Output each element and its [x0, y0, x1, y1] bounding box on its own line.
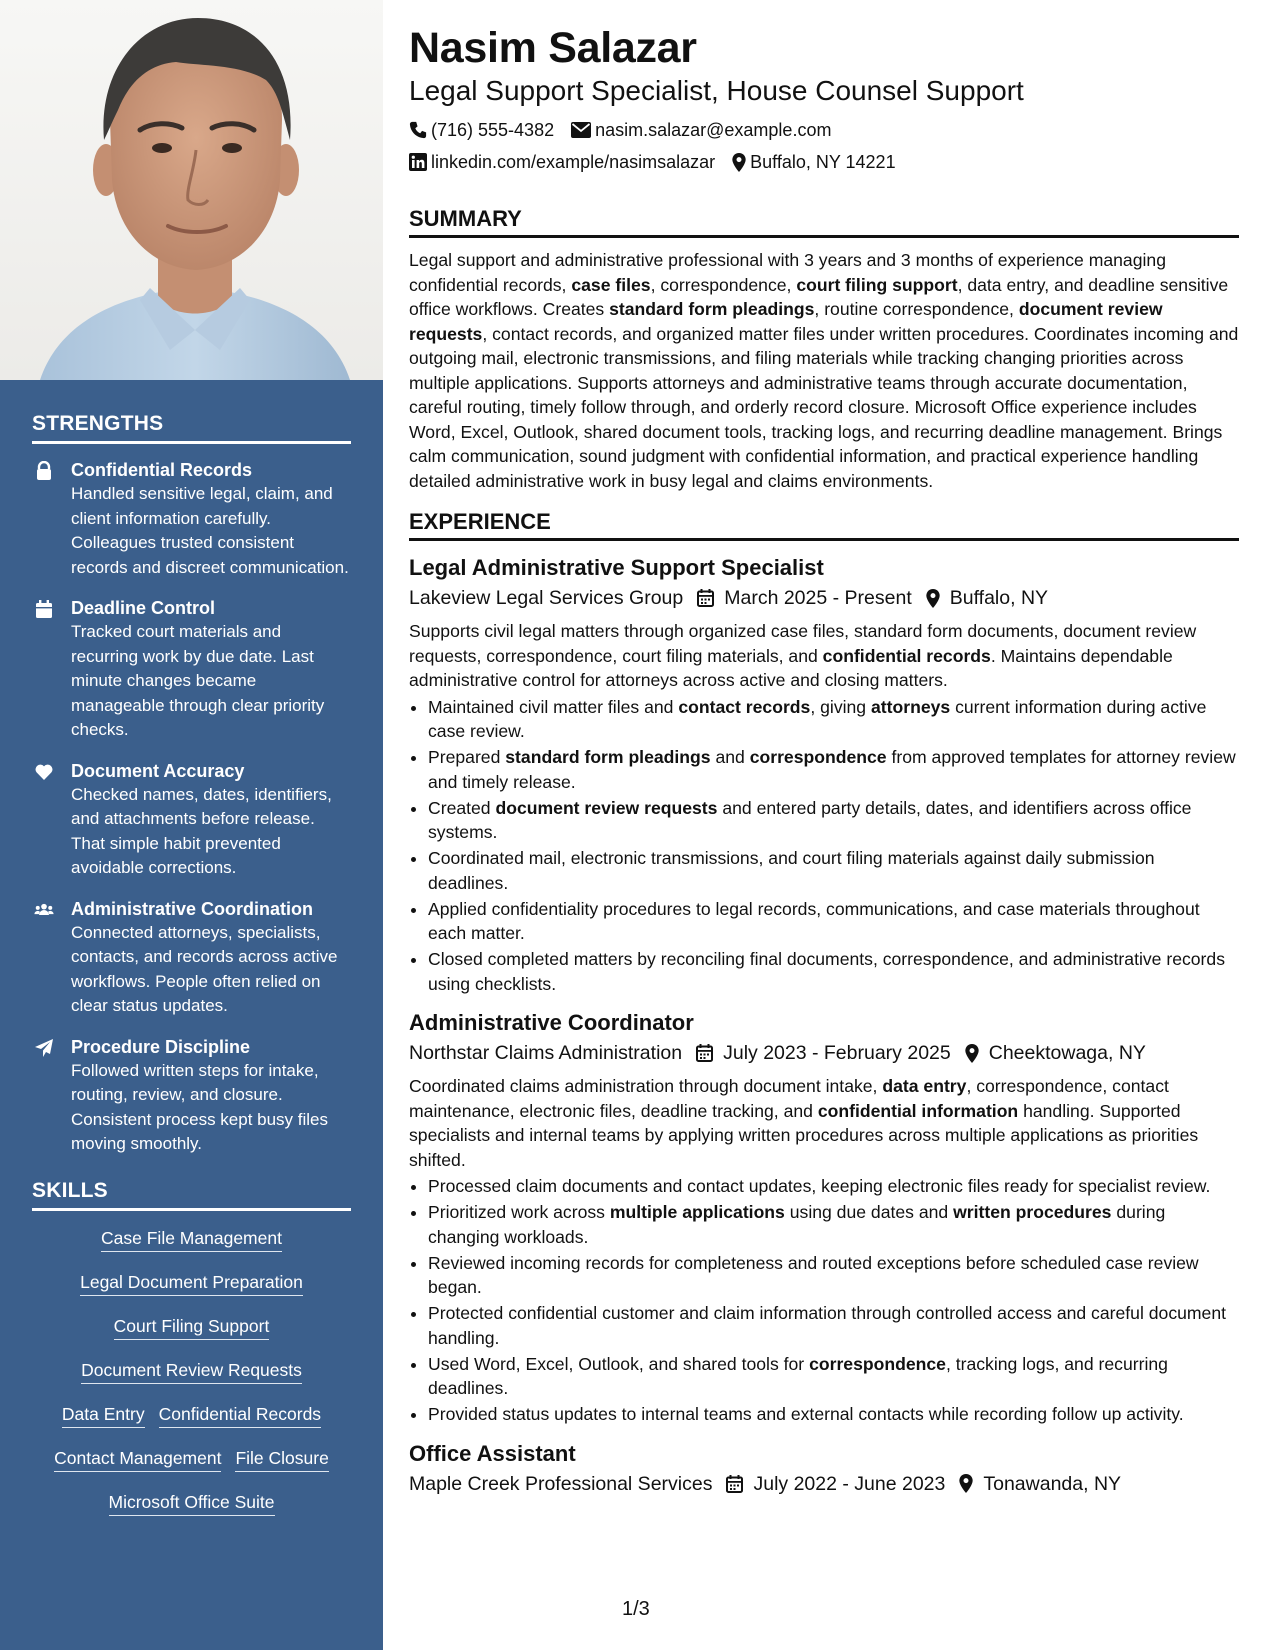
strength-text: Checked names, dates, identifiers, and attachments before release. That simple habit prevented avoidable corrections.	[71, 784, 332, 877]
linkedin-icon	[409, 153, 427, 171]
calendar-icon	[34, 599, 54, 619]
strength-text: Followed written steps for intake, routing, review, and closure. Consistent process kept busy files moving smoothly.	[71, 1060, 329, 1153]
job-dates	[696, 1038, 951, 1068]
company-name: Lakeview Legal Services Group	[409, 587, 684, 609]
paper-plane-icon	[34, 1038, 54, 1058]
job-dates	[697, 583, 912, 613]
skill-tag: Document Review Requests	[81, 1359, 302, 1384]
job-description: Supports civil legal matters through organized case files, standard form documents, document review requests, correspondence, court filing materials, and confidential records. Maintains dependable administrative control for attorneys across active and closing matters.	[409, 621, 1197, 690]
strength-title: Administrative Coordination	[71, 898, 314, 919]
contact-row	[409, 114, 1239, 146]
location-pin-icon	[959, 1474, 973, 1493]
job-bullet: • Applied confidentiality procedures to legal records, communications, and case materials throughout each matter.	[428, 897, 1239, 946]
summary-heading: SUMMARY	[409, 206, 1239, 238]
phone-contact[interactable]	[409, 114, 554, 146]
job-dates-text: July 2022 - June 2023	[753, 1472, 946, 1495]
job-location-text: Cheektowaga, NY	[988, 1042, 1146, 1064]
skill-tag: Data Entry	[62, 1403, 145, 1428]
location-text: Buffalo, NY 14221	[750, 152, 896, 172]
job-location	[926, 583, 1048, 613]
job-bullet: • Processed claim documents and contact updates, keeping electronic files ready for specialist review.	[428, 1174, 1239, 1199]
strength-item	[32, 1035, 351, 1157]
linkedin-text: linkedin.com/example/nasimsalazar	[431, 152, 716, 172]
job-dates-text: March 2025 - Present	[724, 587, 912, 609]
company-name: Maple Creek Professional Services	[409, 1472, 713, 1495]
experience-heading: EXPERIENCE	[409, 509, 1239, 541]
strength-title: Deadline Control	[71, 598, 216, 618]
calendar-icon	[726, 1475, 743, 1493]
location-contact	[732, 146, 895, 178]
skills-heading: SKILLS	[32, 1179, 351, 1211]
job-bullet: • Used Word, Excel, Outlook, and shared tools for correspondence, tracking logs, and recurring deadlines.	[428, 1352, 1239, 1401]
job-location	[959, 1469, 1121, 1499]
strength-title: Confidential Records	[71, 460, 253, 480]
skill-tag: Microsoft Office Suite	[109, 1491, 275, 1516]
strength-title: Procedure Discipline	[71, 1036, 251, 1057]
job-dates-text: July 2023 - February 2025	[723, 1042, 951, 1064]
calendar-icon	[697, 589, 714, 607]
job-bullet: • Provided status updates to internal teams and external contacts while recording follow up activity.	[428, 1402, 1239, 1427]
strength-item	[32, 759, 351, 881]
job-entry	[409, 553, 1239, 996]
strength-item	[32, 596, 351, 743]
candidate-headline: Legal Support Specialist, House Counsel Support	[409, 75, 1024, 106]
job-meta	[409, 1038, 1239, 1068]
job-meta	[409, 1469, 1239, 1499]
job-bullet: • Reviewed incoming records for completeness and routed exceptions before scheduled case review began.	[428, 1251, 1239, 1300]
main-content	[409, 22, 1239, 1505]
location-pin-icon	[965, 1044, 979, 1063]
strength-text: Handled sensitive legal, claim, and client information carefully. Colleagues trusted consistent records and discreet communication.	[71, 484, 349, 577]
contact-row	[409, 146, 1239, 178]
job-bullet: • Prioritized work across multiple applications using due dates and written procedures during changing workloads.	[428, 1200, 1239, 1249]
job-title: Office Assistant	[409, 1440, 576, 1466]
skill-tag: Case File Management	[101, 1227, 282, 1252]
strength-title: Document Accuracy	[71, 760, 245, 781]
job-meta	[409, 583, 1239, 613]
job-bullet: • Closed completed matters by reconciling final documents, correspondence, and administrative records using checklists.	[428, 947, 1239, 996]
job-bullets	[409, 1174, 1239, 1427]
job-title: Administrative Coordinator	[409, 1010, 694, 1035]
skill-tag: Legal Document Preparation	[80, 1271, 303, 1296]
job-dates	[726, 1469, 945, 1499]
location-pin-icon	[926, 589, 940, 608]
profile-photo	[0, 0, 383, 380]
experience-section	[409, 509, 1239, 1499]
strength-item	[32, 458, 351, 580]
job-location-text: Tonawanda, NY	[983, 1472, 1122, 1495]
phone-icon	[409, 121, 427, 139]
skill-tag: Court Filing Support	[114, 1315, 270, 1340]
strengths-heading: STRENGTHS	[32, 412, 351, 444]
skills-list	[32, 1225, 351, 1516]
email-contact[interactable]	[571, 114, 831, 146]
job-list	[409, 553, 1239, 1499]
skill-tag: Confidential Records	[159, 1403, 321, 1428]
job-bullets	[409, 695, 1239, 997]
job-bullet: • Created document review requests and entered party details, dates, and identifiers across office systems.	[428, 796, 1239, 845]
company-name: Northstar Claims Administration	[409, 1042, 683, 1064]
lock-icon	[34, 461, 54, 481]
job-bullet: • Maintained civil matter files and contact records, giving attorneys current information during active case review.	[428, 695, 1239, 744]
phone-text: (716) 555-4382	[431, 120, 555, 140]
summary-section	[409, 206, 1239, 493]
candidate-name: Nasim Salazar	[409, 24, 697, 72]
page-indicator: 1/3	[622, 1598, 650, 1620]
job-location	[965, 1038, 1146, 1068]
envelope-icon	[571, 122, 591, 138]
skill-tag: File Closure	[235, 1447, 328, 1472]
linkedin-contact[interactable]	[409, 146, 715, 178]
job-bullet: • Protected confidential customer and claim information through controlled access and careful document handling.	[428, 1301, 1239, 1350]
job-bullet: • Coordinated mail, electronic transmissions, and court filing materials against daily submission deadlines.	[428, 846, 1239, 895]
email-text: nasim.salazar@example.com	[595, 120, 832, 140]
heart-icon	[34, 762, 54, 782]
summary-text: Legal support and administrative professional with 3 years and 3 months of experience managing confidential records, case files, correspondence, court filing support, data entry, and deadline sensitive office workflows. Creates standard form pleadings, routine correspondence, document review requests, contact records, and organized matter files under written procedures. Coordinates incoming and outgoing mail, electronic transmissions, and filing materials while tracking changing priorities across multiple applications. Supports attorneys and administrative teams through accurate documentation, careful routing, timely follow through, and orderly record closure. Microsoft Office experience includes Word, Excel, Outlook, shared document tools, tracking logs, and recurring deadline management. Brings calm communication, sound judgment with confidential information, and practical experience handling detailed administrative work in busy legal and claims environments.	[409, 250, 1239, 491]
strength-text: Tracked court materials and recurring work by due date. Last minute changes became manageable through clear priority checks.	[71, 622, 325, 739]
job-description: Coordinated claims administration through document intake, data entry, correspondence, contact maintenance, electronic files, deadline tracking, and confidential information handling. Supported specialists and internal teams by applying written procedures across multiple applications as priorities shifted.	[409, 1076, 1199, 1170]
sidebar-content	[32, 412, 351, 1535]
sidebar	[0, 0, 383, 1650]
strength-item	[32, 897, 351, 1019]
users-icon	[34, 900, 54, 920]
job-location-text: Buffalo, NY	[949, 587, 1049, 609]
job-entry	[409, 1439, 1239, 1499]
location-pin-icon	[732, 153, 746, 172]
job-title: Legal Administrative Support Specialist	[409, 555, 824, 580]
calendar-icon	[696, 1044, 713, 1062]
strength-text: Connected attorneys, specialists, contacts, and records across active workflows. People often relied on clear status updates.	[71, 922, 338, 1015]
skill-tag: Contact Management	[54, 1447, 221, 1472]
job-bullet: • Prepared standard form pleadings and correspondence from approved templates for attorney review and timely release.	[428, 745, 1239, 794]
job-entry	[409, 1008, 1239, 1427]
